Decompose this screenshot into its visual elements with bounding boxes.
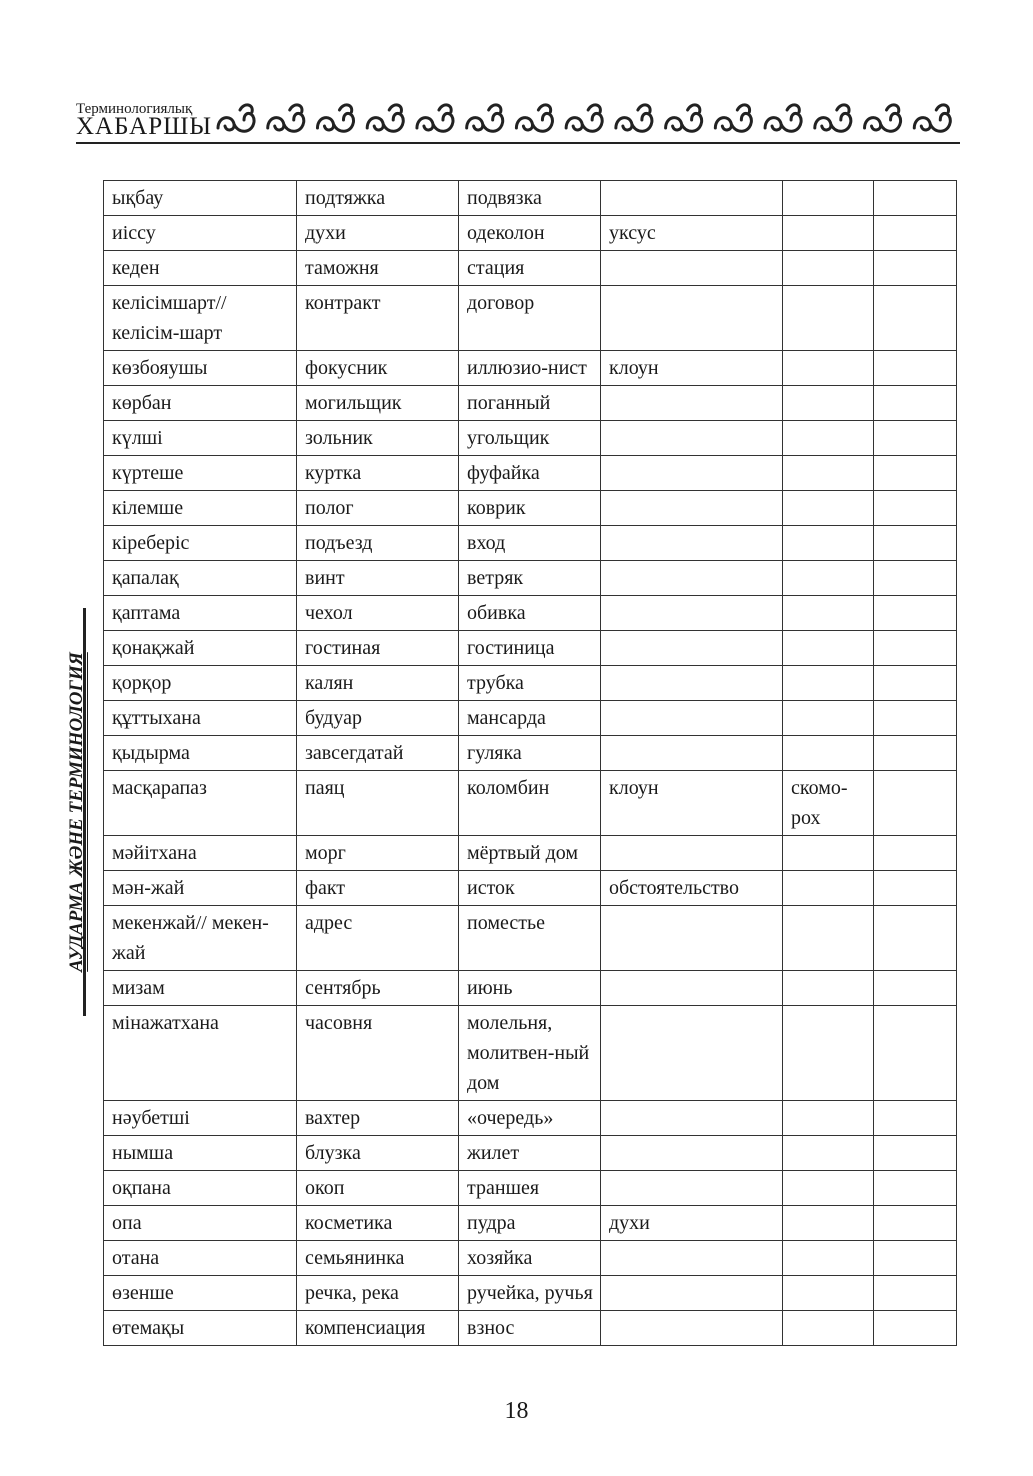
table-cell: июнь	[459, 971, 601, 1006]
table-cell: молельня, молитвен-ный дом	[459, 1006, 601, 1101]
table-cell: гостиная	[297, 631, 459, 666]
table-cell: иллюзио-нист	[459, 351, 601, 386]
table-cell	[874, 971, 957, 1006]
table-cell: зольник	[297, 421, 459, 456]
table-cell	[874, 666, 957, 701]
table-cell	[874, 1006, 957, 1101]
table-cell: кіреберіс	[104, 526, 297, 561]
table-cell	[601, 666, 783, 701]
table-cell: чехол	[297, 596, 459, 631]
table-cell: клоун	[601, 771, 783, 836]
ornament-motif	[715, 105, 751, 131]
table-cell	[783, 1276, 874, 1311]
table-cell: адрес	[297, 906, 459, 971]
table-cell	[874, 736, 957, 771]
table-cell: подтяжка	[297, 181, 459, 216]
ornament-motif	[317, 105, 353, 131]
table-cell: фуфайка	[459, 456, 601, 491]
table-cell	[783, 1311, 874, 1346]
table-cell	[874, 1206, 957, 1241]
page-number: 18	[504, 1398, 529, 1424]
table-cell	[601, 1006, 783, 1101]
table-cell	[783, 286, 874, 351]
table-cell	[601, 631, 783, 666]
journal-subtitle: Терминологиялық	[76, 101, 193, 117]
table-cell: күртеше	[104, 456, 297, 491]
table-cell	[783, 631, 874, 666]
table-cell: договор	[459, 286, 601, 351]
table-cell: обивка	[459, 596, 601, 631]
table-cell: келісімшарт// келісім-шарт	[104, 286, 297, 351]
table-row	[104, 491, 957, 526]
table-cell	[601, 1101, 783, 1136]
table-cell: қорқор	[104, 666, 297, 701]
table-cell	[601, 596, 783, 631]
table-cell: клоун	[601, 351, 783, 386]
table-row	[104, 1136, 957, 1171]
table-cell	[783, 736, 874, 771]
table-cell: пудра	[459, 1206, 601, 1241]
table-cell: мән-жай	[104, 871, 297, 906]
table-cell	[783, 526, 874, 561]
table-cell	[783, 181, 874, 216]
table-cell: вахтер	[297, 1101, 459, 1136]
table-cell	[874, 561, 957, 596]
table-cell: көрбан	[104, 386, 297, 421]
table-cell: подъезд	[297, 526, 459, 561]
journal-title: ХАБАРШЫ	[76, 113, 213, 140]
table-cell: контракт	[297, 286, 459, 351]
table-cell: отана	[104, 1241, 297, 1276]
table-cell	[874, 631, 957, 666]
table-cell	[601, 1276, 783, 1311]
table-cell	[601, 906, 783, 971]
table-cell: обстоятельство	[601, 871, 783, 906]
ornament-motif	[417, 105, 453, 131]
table-cell	[783, 456, 874, 491]
table-row	[104, 1206, 957, 1241]
table-cell: ветряк	[459, 561, 601, 596]
table-cell	[874, 386, 957, 421]
table-cell: оқпана	[104, 1171, 297, 1206]
table-row	[104, 871, 957, 906]
ornament-motif	[516, 105, 552, 131]
table-cell: жилет	[459, 1136, 601, 1171]
table-row	[104, 456, 957, 491]
sidebar-vertical-title: АУДАРМА ЖӘНЕ ТЕРМИНОЛОГИЯ	[66, 652, 87, 972]
table-row	[104, 771, 957, 836]
table-cell: траншея	[459, 1171, 601, 1206]
table-row	[104, 286, 957, 351]
table-cell	[783, 216, 874, 251]
table-cell	[874, 1241, 957, 1276]
table-cell: қаптама	[104, 596, 297, 631]
table-cell: мәйітхана	[104, 836, 297, 871]
table-cell	[874, 181, 957, 216]
table-row	[104, 526, 957, 561]
ornament-motif	[367, 105, 403, 131]
table-cell	[601, 286, 783, 351]
table-cell	[601, 736, 783, 771]
table-cell: нымша	[104, 1136, 297, 1171]
table-cell: семьянинка	[297, 1241, 459, 1276]
table-cell	[783, 351, 874, 386]
table-row	[104, 596, 957, 631]
table-cell: иіссу	[104, 216, 297, 251]
table-row	[104, 421, 957, 456]
ornament-motif	[815, 105, 851, 131]
table-cell: хозяйка	[459, 1241, 601, 1276]
table-cell: стация	[459, 251, 601, 286]
table-cell: қонақжай	[104, 631, 297, 666]
table-cell: факт	[297, 871, 459, 906]
ornament-motif	[268, 105, 304, 131]
table-cell	[601, 456, 783, 491]
table-cell	[783, 701, 874, 736]
table-row	[104, 386, 957, 421]
sidebar-section-label	[62, 608, 92, 1016]
table-cell	[783, 596, 874, 631]
table-cell	[783, 1171, 874, 1206]
table-cell	[874, 456, 957, 491]
table-cell	[783, 906, 874, 971]
table-cell	[783, 386, 874, 421]
table-cell: өтемақы	[104, 1311, 297, 1346]
table-cell: окоп	[297, 1171, 459, 1206]
table-cell	[783, 561, 874, 596]
table-cell: мекенжай// мекен-жай	[104, 906, 297, 971]
table-row	[104, 701, 957, 736]
table-cell: угольщик	[459, 421, 601, 456]
table-cell	[783, 971, 874, 1006]
table-cell: опа	[104, 1206, 297, 1241]
terminology-table-body	[104, 181, 957, 1346]
table-row	[104, 736, 957, 771]
table-cell: құттыхана	[104, 701, 297, 736]
table-cell	[874, 216, 957, 251]
ornament-motif	[218, 105, 254, 131]
table-cell: взнос	[459, 1311, 601, 1346]
table-cell: речка, река	[297, 1276, 459, 1311]
table-cell	[874, 701, 957, 736]
table-cell	[874, 526, 957, 561]
table-cell	[874, 771, 957, 836]
table-cell: часовня	[297, 1006, 459, 1101]
table-cell: сентябрь	[297, 971, 459, 1006]
table-row	[104, 1241, 957, 1276]
table-cell: вход	[459, 526, 601, 561]
table-cell	[783, 1006, 874, 1101]
table-cell	[783, 491, 874, 526]
table-cell: кілемше	[104, 491, 297, 526]
table-cell	[601, 561, 783, 596]
table-cell: ручейка, ручья	[459, 1276, 601, 1311]
table-cell: одеколон	[459, 216, 601, 251]
table-row	[104, 1311, 957, 1346]
table-cell	[601, 701, 783, 736]
table-cell: коломбин	[459, 771, 601, 836]
table-cell: күлші	[104, 421, 297, 456]
table-cell	[601, 836, 783, 871]
table-cell	[601, 421, 783, 456]
table-cell	[783, 1136, 874, 1171]
table-cell: фокусник	[297, 351, 459, 386]
table-row	[104, 1171, 957, 1206]
table-cell	[601, 491, 783, 526]
table-cell: «очередь»	[459, 1101, 601, 1136]
table-cell: винт	[297, 561, 459, 596]
table-cell	[783, 871, 874, 906]
table-cell	[783, 666, 874, 701]
table-cell	[783, 836, 874, 871]
table-cell: поместье	[459, 906, 601, 971]
table-cell: подвязка	[459, 181, 601, 216]
table-row	[104, 971, 957, 1006]
table-cell: морг	[297, 836, 459, 871]
ornament-motif	[566, 105, 602, 131]
table-cell: паяц	[297, 771, 459, 836]
table-cell: скомо-рох	[783, 771, 874, 836]
table-row	[104, 631, 957, 666]
table-cell: мінажатхана	[104, 1006, 297, 1101]
table-cell: уксус	[601, 216, 783, 251]
table-row	[104, 181, 957, 216]
table-cell: будуар	[297, 701, 459, 736]
table-cell: могильщик	[297, 386, 459, 421]
table-row	[104, 1276, 957, 1311]
table-cell: полог	[297, 491, 459, 526]
table-cell	[783, 1241, 874, 1276]
table-cell	[601, 526, 783, 561]
table-cell: духи	[601, 1206, 783, 1241]
table-cell: блузка	[297, 1136, 459, 1171]
table-cell: мансарда	[459, 701, 601, 736]
table-cell	[783, 251, 874, 286]
table-cell: коврик	[459, 491, 601, 526]
table-cell: исток	[459, 871, 601, 906]
table-cell: көзбояушы	[104, 351, 297, 386]
page-header	[76, 98, 960, 146]
ornament-motif	[914, 105, 950, 131]
table-cell: косметика	[297, 1206, 459, 1241]
table-cell	[874, 1311, 957, 1346]
table-cell: гуляка	[459, 736, 601, 771]
table-cell: калян	[297, 666, 459, 701]
table-cell	[874, 286, 957, 351]
table-cell	[874, 351, 957, 386]
table-cell	[874, 1136, 957, 1171]
table-cell	[601, 181, 783, 216]
table-cell	[601, 971, 783, 1006]
ornament-motif	[616, 105, 652, 131]
table-row	[104, 351, 957, 386]
ornament-motif	[865, 105, 901, 131]
table-cell	[601, 1241, 783, 1276]
table-cell: ықбау	[104, 181, 297, 216]
table-cell: қыдырма	[104, 736, 297, 771]
table-cell: таможня	[297, 251, 459, 286]
table-cell	[874, 596, 957, 631]
table-cell	[601, 1136, 783, 1171]
table-cell: гостиница	[459, 631, 601, 666]
terminology-table	[103, 180, 957, 1346]
table-row	[104, 216, 957, 251]
table-cell: духи	[297, 216, 459, 251]
table-cell	[783, 1101, 874, 1136]
table-cell	[874, 1101, 957, 1136]
table-cell: куртка	[297, 456, 459, 491]
ornament-motif	[765, 105, 801, 131]
table-row	[104, 1006, 957, 1101]
table-cell	[874, 871, 957, 906]
header-rule	[76, 142, 960, 144]
table-cell	[874, 421, 957, 456]
table-cell: масқарапаз	[104, 771, 297, 836]
table-cell	[601, 251, 783, 286]
table-cell	[874, 906, 957, 971]
table-cell	[601, 386, 783, 421]
table-cell: трубка	[459, 666, 601, 701]
table-row	[104, 906, 957, 971]
table-cell	[601, 1171, 783, 1206]
table-cell	[783, 1206, 874, 1241]
table-cell	[874, 491, 957, 526]
ornament-icon	[214, 98, 960, 142]
table-cell	[874, 251, 957, 286]
table-cell: поганный	[459, 386, 601, 421]
table-cell	[601, 1311, 783, 1346]
table-cell: қапалақ	[104, 561, 297, 596]
table-cell	[874, 1171, 957, 1206]
table-cell: кеден	[104, 251, 297, 286]
ornament-motif	[666, 105, 702, 131]
table-cell	[874, 836, 957, 871]
table-cell: өзенше	[104, 1276, 297, 1311]
table-row	[104, 251, 957, 286]
table-cell	[783, 421, 874, 456]
table-cell: нәубетші	[104, 1101, 297, 1136]
table-row	[104, 561, 957, 596]
table-cell	[874, 1276, 957, 1311]
table-row	[104, 666, 957, 701]
table-cell: мизам	[104, 971, 297, 1006]
ornament-motif	[467, 105, 503, 131]
table-cell: завсегдатай	[297, 736, 459, 771]
table-row	[104, 836, 957, 871]
table-row	[104, 1101, 957, 1136]
table-cell: компенсиация	[297, 1311, 459, 1346]
table-cell: мёртвый дом	[459, 836, 601, 871]
